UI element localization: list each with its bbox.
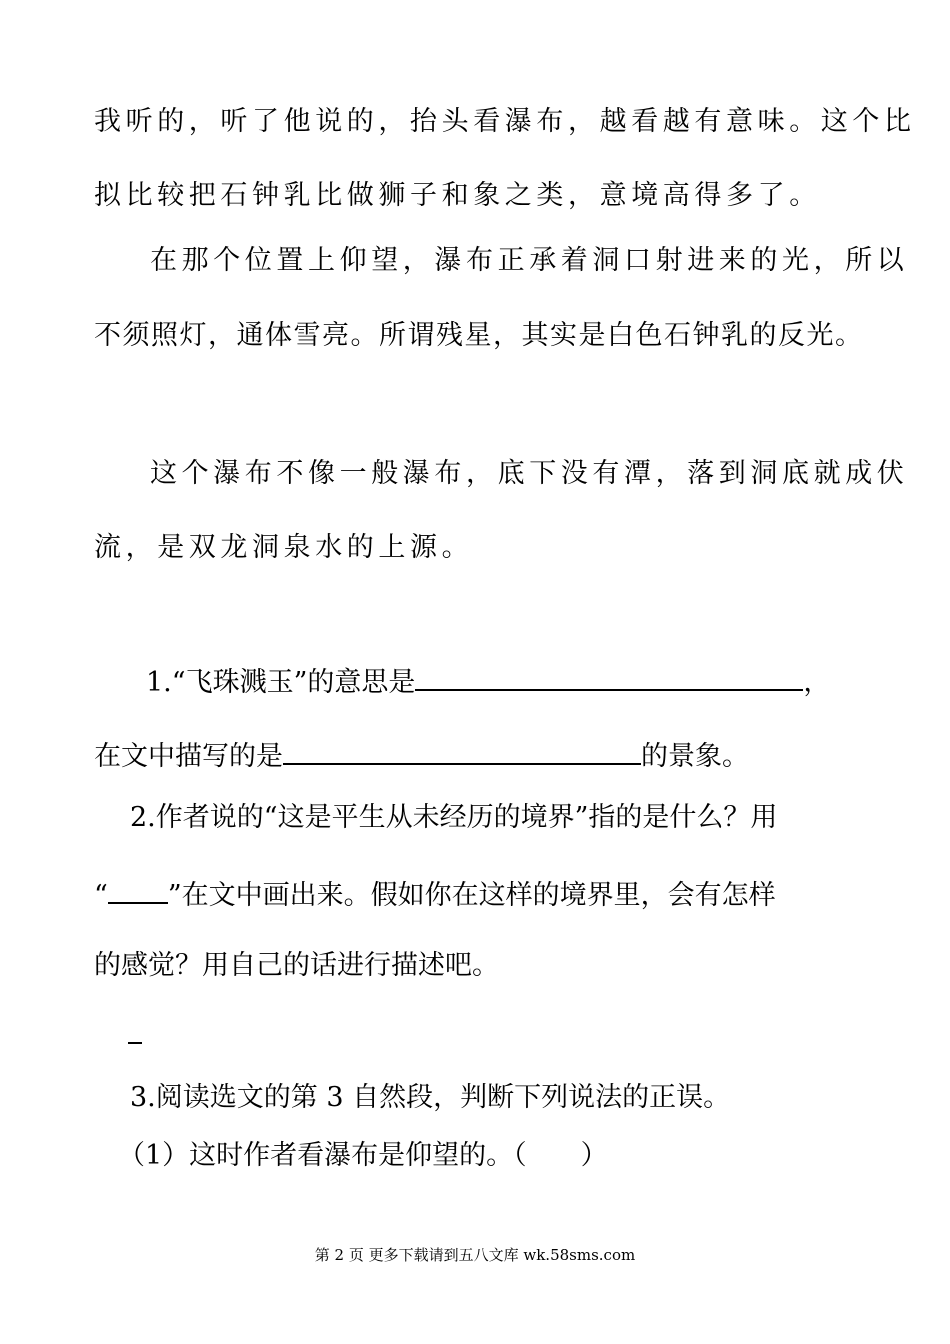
passage-line: 我听的，听了他说的，抬头看瀑布，越看越有意味。这个比 <box>94 106 916 137</box>
passage-line: 在那个位置上仰望，瀑布正承着洞口射进来的光，所以 <box>150 245 909 276</box>
question-2: 2.作者说的“这是平生从未经历的境界”指的是什么？用 <box>130 802 778 833</box>
answer-blank[interactable] <box>283 737 641 765</box>
answer-line-marker[interactable] <box>128 1042 142 1044</box>
question-3: 3.阅读选文的第 3 自然段，判断下列说法的正误。 <box>130 1082 731 1113</box>
question-1 <box>146 663 830 699</box>
question-2-line3: 的感觉？用自己的话进行描述吧。 <box>94 950 499 981</box>
question-1-suffix: ， <box>803 667 831 698</box>
question-1-line2 <box>94 737 749 773</box>
passage-line: 不须照灯，通体雪亮。所谓残星，其实是白色石钟乳的反光。 <box>94 320 864 351</box>
passage-line: 拟比较把石钟乳比做狮子和象之类，意境高得多了。 <box>94 180 821 211</box>
answer-blank[interactable] <box>415 663 803 691</box>
passage-line: 流，是双龙洞泉水的上源。 <box>94 532 474 563</box>
question-2-open-quote: “ <box>94 880 108 911</box>
page-footer: 第 2 页 更多下载请到五八文库 wk.58sms.com <box>314 1246 636 1264</box>
question-2-line2-rest: ”在文中画出来。假如你在这样的境界里，会有怎样 <box>167 880 776 911</box>
question-1-prefix: 1.“飞珠溅玉”的意思是 <box>146 667 416 698</box>
question-1-line2-suffix: 的景象。 <box>641 741 749 772</box>
question-1-line2-prefix: 在文中描写的是 <box>94 741 283 772</box>
answer-blank[interactable] <box>108 876 168 904</box>
passage-line: 这个瀑布不像一般瀑布，底下没有潭，落到洞底就成伏 <box>150 458 909 489</box>
question-2-line2 <box>94 876 776 912</box>
question-3-item-1: （1）这时作者看瀑布是仰望的。（ ） <box>118 1140 608 1171</box>
